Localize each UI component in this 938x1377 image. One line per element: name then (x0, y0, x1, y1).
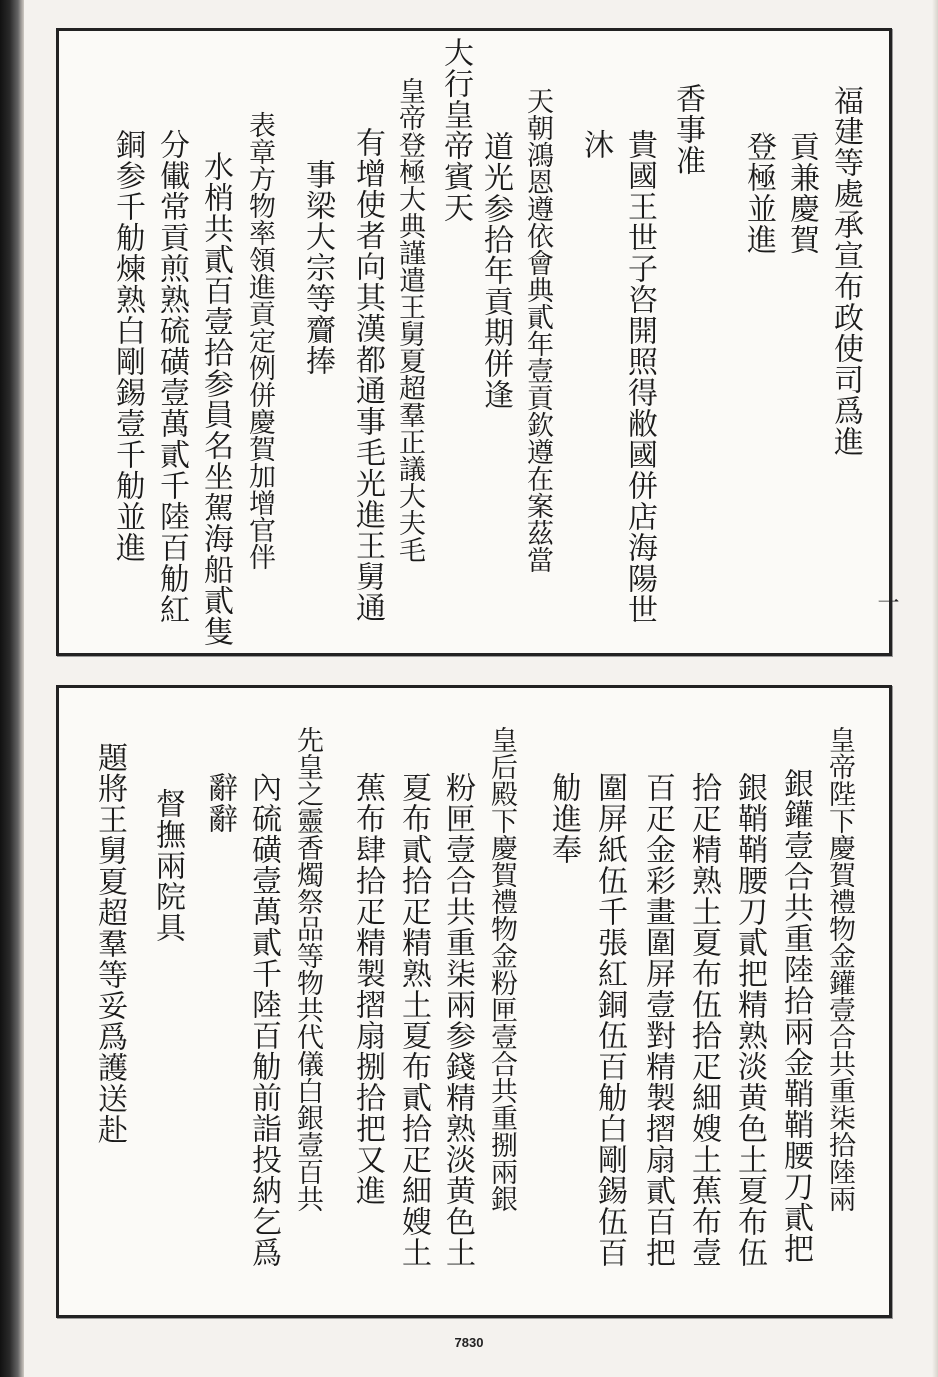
text-column: 粉匣壹合共重柒兩参錢精熟淡黄色土 (440, 772, 475, 1268)
scan-edge (932, 0, 938, 1377)
text-column: 貢兼慶賀 (784, 131, 819, 255)
text-column: 分儎常貢煎熟硫磺壹萬貳千陸百觔紅 (154, 129, 189, 625)
text-column: 督撫兩院具 (150, 788, 185, 943)
text-column: 有增使者向其漢都通事毛光進王舅通 (350, 127, 385, 623)
book-binding-shadow (0, 0, 24, 1377)
text-column: 皇帝登極大典謹遣王舅夏超羣正議大夫毛 (394, 77, 425, 563)
folio-number: 一 (874, 591, 899, 613)
text-column: 皇后殿下慶賀禮物金粉匣壹合共重捌兩銀 (486, 726, 517, 1212)
text-column: 蕉布肆拾疋精製摺扇捌拾把又進 (350, 772, 385, 1206)
text-column: 表章方物率領進貢定例併慶賀加增官伴 (244, 111, 275, 570)
text-column: 福建等處承宣布政使司爲進 (828, 85, 863, 457)
text-column: 皇帝陛下慶賀禮物金鑵壹合共重柒拾陸兩 (824, 726, 855, 1212)
text-column: 拾疋精熟土夏布伍拾疋細嫂土蕉布壹 (686, 772, 721, 1268)
page-number: 7830 (454, 1335, 484, 1350)
text-column: 圍屏紙伍千張紅銅伍百觔白剛錫伍百 (592, 772, 627, 1268)
text-column: 百疋金彩畫圍屏壹對精製摺扇貳百把 (640, 772, 675, 1268)
text-column: 水梢共貳百壹拾参員名坐駕海船貳隻 (198, 151, 233, 647)
text-column: 大行皇帝賓天 (438, 37, 473, 223)
text-column: 事梁大宗等齎捧 (300, 159, 335, 376)
text-column: 登極並進 (741, 131, 776, 255)
text-column: 沐 (578, 129, 613, 160)
text-column: 香事准 (670, 83, 705, 176)
text-column: 夏布貳拾疋精熟土夏布貳拾疋細嫂土 (396, 772, 431, 1268)
text-column: 銅参千觔煉熟白剛錫壹千觔並進 (110, 129, 145, 563)
text-column: 銀鞘鞘腰刀貳把精熟淡黄色土夏布伍 (732, 772, 767, 1268)
document-panel-bottom (56, 685, 892, 1318)
document-panel-top (56, 28, 899, 656)
text-column: 辭辭 (202, 772, 237, 834)
text-column: 先皇之靈香燭祭品等物共代儀白銀壹百共 (292, 726, 323, 1212)
text-column: 銀鑵壹合共重陸拾兩金鞘鞘腰刀貳把 (778, 768, 813, 1264)
text-column: 貴國王世子咨開照得敝國併店海陽世 (622, 129, 657, 625)
text-column: 內硫磺壹萬貳千陸百觔前詣投納乞爲 (246, 772, 281, 1268)
text-column: 題將王舅夏超羣等妥爲護送赴 (92, 742, 127, 1145)
text-column: 道光参拾年貢期併逢 (478, 131, 513, 410)
text-column: 天朝鴻恩遵依會典貳年壹貢欽遵在案茲當 (522, 87, 553, 573)
text-column: 觔進奉 (546, 772, 581, 865)
